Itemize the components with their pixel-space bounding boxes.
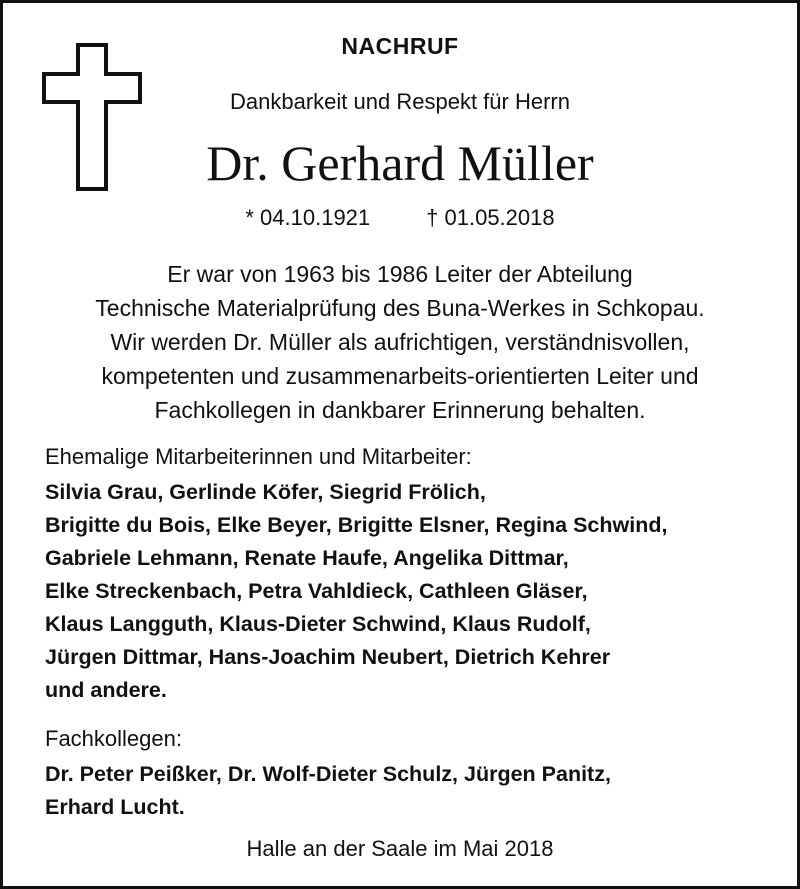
closing-line: Halle an der Saale im Mai 2018 [246,836,554,861]
staff-names-line: Jürgen Dittmar, Hans-Joachim Neubert, Dietrich Kehrer [45,645,611,669]
staff-names-line: Silvia Grau, Gerlinde Köfer, Siegrid Frölich, [45,480,486,504]
staff-names-line: Klaus Langguth, Klaus-Dieter Schwind, Klaus Rudolf, [45,612,591,636]
colleagues-names-line: Erhard Lucht. [45,795,185,819]
staff-names [45,476,787,707]
tribute-text [23,257,777,427]
staff-names-line: und andere. [45,678,167,702]
tribute-text-line: Fachkollegen in dankbarer Erinnerung behalten. [154,397,646,423]
deceased-name: Dr. Gerhard Müller [206,135,594,191]
death-date: † 01.05.2018 [426,205,555,230]
tribute-line: Dankbarkeit und Respekt für Herrn [230,89,570,114]
colleagues-label: Fachkollegen: [45,726,182,751]
birth-date: * 04.10.1921 [245,205,371,230]
staff-label: Ehemalige Mitarbeiterinnen und Mitarbeiter: [45,444,472,469]
staff-names-line: Elke Streckenbach, Petra Vahldieck, Cathleen Gläser, [45,579,588,603]
life-dates [3,204,797,232]
tribute-text-line: Wir werden Dr. Müller als aufrichtigen, verständnisvollen, [110,329,690,355]
tribute-text-line: kompetenten und zusammenarbeits-orientierten Leiter und [101,363,699,389]
tribute-text-line: Technische Materialprüfung des Buna-Werkes in Schkopau. [95,295,705,321]
colleagues-names-line: Dr. Peter Peißker, Dr. Wolf-Dieter Schulz, Jürgen Panitz, [45,762,611,786]
tribute-text-line: Er war von 1963 bis 1986 Leiter der Abteilung [167,261,633,287]
notice-heading: NACHRUF [341,33,459,59]
staff-names-line: Gabriele Lehmann, Renate Haufe, Angelika Dittmar, [45,546,569,570]
colleagues-names [45,758,787,824]
staff-names-line: Brigitte du Bois, Elke Beyer, Brigitte Elsner, Regina Schwind, [45,513,668,537]
